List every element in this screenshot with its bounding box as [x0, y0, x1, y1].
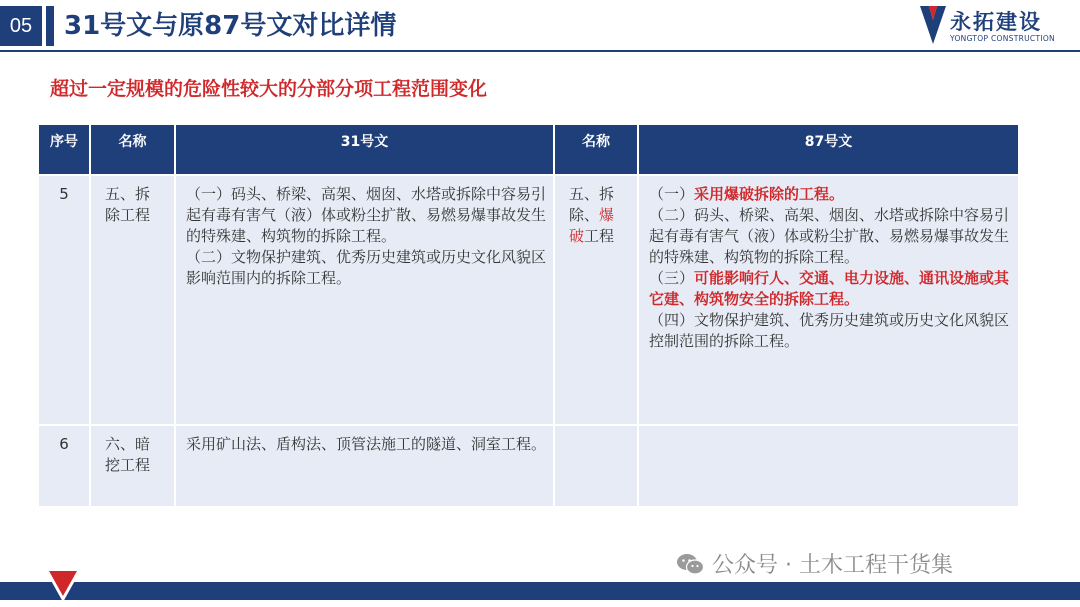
table-row [39, 175, 1018, 425]
company-logo [920, 4, 1070, 48]
header-doc-87: 87号文 [638, 125, 1018, 175]
row-index: 5 [39, 175, 90, 425]
footer-bar [0, 582, 1080, 600]
name87-suffix: 工程 [584, 227, 615, 245]
row-name-87 [554, 175, 638, 425]
clause-highlight: 采用爆破拆除的工程。 [694, 185, 845, 203]
comparison-table [39, 125, 1018, 508]
watermark-text: 公众号 · 土木工程干货集 [712, 553, 953, 578]
clause-highlight: 可能影响行人、交通、电力设施、通讯设施或其它建、构筑物安全的拆除工程。 [649, 269, 1010, 308]
header-name-31: 名称 [90, 125, 175, 175]
yongtop-logo-icon [920, 6, 946, 44]
row-name-31: 六、暗挖工程 [90, 425, 175, 507]
watermark [676, 548, 953, 579]
doc31-clause: （二）文物保护建筑、优秀历史建筑或历史文化风貌区影响范围内的拆除工程。 [186, 248, 547, 287]
section-number: 05 [0, 6, 42, 46]
wechat-icon [676, 553, 704, 575]
doc87-clause-3 [649, 268, 1012, 310]
section-subtitle: 超过一定规模的危险性较大的分部分项工程范围变化 [50, 78, 488, 100]
page-title: 31号文与原87号文对比详情 [64, 11, 397, 41]
clause-number: （三） [649, 269, 695, 287]
row-doc-31 [175, 175, 554, 425]
logo-english-name: YONGTOP CONSTRUCTION [950, 34, 1055, 43]
name87-prefix: 五、拆除、 [569, 185, 615, 224]
doc87-clause-4: （四）文物保护建筑、优秀历史建筑或历史文化风貌区控制范围的拆除工程。 [649, 311, 1010, 350]
row-doc-31 [175, 425, 554, 507]
clause-number: （一） [649, 185, 695, 203]
doc87-clause-2: （二）码头、桥梁、高架、烟囱、水塔或拆除中容易引起有毒有害气（液）体或粉尘扩散、易燃易爆事故发生的特殊建、构筑物的拆除工程。 [649, 206, 1010, 266]
row-name-87 [554, 425, 638, 507]
header-index: 序号 [39, 125, 90, 175]
name87-highlight: 爆破 [569, 206, 615, 245]
table-header-row [39, 125, 1018, 175]
header-doc-31: 31号文 [175, 125, 554, 175]
row-doc-87 [638, 425, 1018, 507]
row-index: 6 [39, 425, 90, 507]
doc31-clause: 采用矿山法、盾构法、顶管法施工的隧道、洞室工程。 [186, 435, 547, 453]
header-accent-bar [46, 6, 54, 46]
doc87-clause-1 [649, 184, 1012, 205]
row-doc-87 [638, 175, 1018, 425]
logo-chinese-name: 永拓建设 [950, 10, 1042, 34]
table-row [39, 425, 1018, 507]
header-divider [0, 50, 1080, 52]
header-name-87: 名称 [554, 125, 638, 175]
footer-triangle-icon [44, 568, 82, 602]
row-name-31: 五、拆除工程 [90, 175, 175, 425]
doc31-clause: （一）码头、桥梁、高架、烟囱、水塔或拆除中容易引起有毒有害气（液）体或粉尘扩散、易燃易爆事故发生的特殊建、构筑物的拆除工程。 [186, 185, 547, 245]
